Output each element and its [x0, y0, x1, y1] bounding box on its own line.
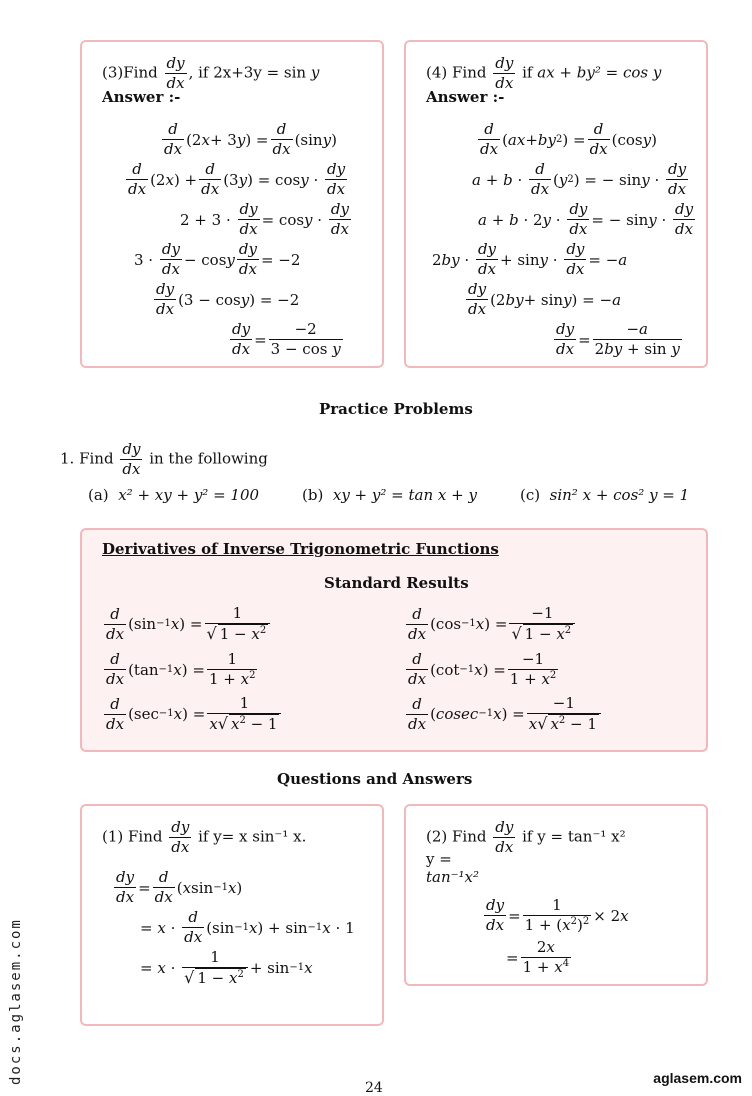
- brand-logo-text[interactable]: aglasem.com: [653, 1070, 742, 1086]
- example-4-box: [404, 40, 708, 368]
- practice-heading: Practice Problems: [319, 400, 473, 418]
- example-4-prompt: (4) Find $\frac{dy}{dx}$ if ax + by² = cos y: [426, 54, 662, 92]
- example-3-step-5: $\frac{dy}{dx}$ (3 − cos y ) = −2: [156, 280, 300, 318]
- page-number: 24: [365, 1080, 383, 1096]
- qa-1-box: [80, 804, 384, 1026]
- qa-2-step-1: $\frac{dy}{dx}$ = $\frac{1}{1 + (x^2)^2}$ × 2 x: [486, 896, 629, 934]
- qa-1-step-1: $\frac{dy}{dx}$ = $\frac{d}{dx}$ ( x sin −1 x ): [116, 868, 243, 906]
- qa-heading: Questions and Answers: [277, 770, 473, 788]
- example-3-step-3: 2 + 3 · $\frac{dy}{dx}$ = cos y · $\frac{dy}{dx}$: [180, 200, 349, 238]
- example-3-step-4: 3 · $\frac{dy}{dx}$ − cos y $\frac{dy}{dx}$ = −2: [134, 240, 301, 278]
- formula-arcsec: $\frac{d}{dx}$ (sec −1 x ) = $\frac{1}{x√ x^2 - 1}$: [102, 694, 283, 734]
- example-4-result: $\frac{dy}{dx}$ = $\frac{-a}{\text{2by + sin y}}$: [556, 320, 680, 358]
- qa-2-box: [404, 804, 708, 986]
- example-4-step-4: 2 by · $\frac{dy}{dx}$ + sin y · $\frac{dy}{dx}$ = − a: [432, 240, 628, 278]
- watermark: docs.aglasem.com: [8, 918, 24, 1085]
- formula-arccosec: $\frac{d}{dx}$ ( cosec −1 x ) = $\frac{-1}{x√ x^2 - 1}$: [404, 694, 603, 734]
- qa-1-step-3: = x · $\frac{1}{√ 1 - x^2}$ + sin −1 x: [140, 948, 313, 987]
- example-3-prompt: (3)Find $\frac{dy}{dx}$ , if 2x+3y = sin y: [102, 54, 320, 92]
- example-4-step-5: $\frac{dy}{dx}$ (2 by + sin y ) = − a: [468, 280, 622, 318]
- example-4-step-3: a + b · 2 y · $\frac{dy}{dx}$ = − sin y · $\frac{dy}{dx}$: [478, 200, 694, 238]
- example-3-step-1: $\frac{d}{dx}$ (2 x + 3 y ) = $\frac{d}{dx}$ (sin y ): [164, 120, 337, 158]
- example-3-result: $\frac{dy}{dx}$ = $\frac{-2}{\text{3 − cos y}}$: [232, 320, 341, 358]
- example-3-box: [80, 40, 384, 368]
- qa-2-line-2: y =: [426, 850, 452, 868]
- qa-2-prompt: (2) Find $\frac{dy}{dx}$ if y = tan⁻¹ x²: [426, 818, 626, 856]
- formula-arcsin: $\frac{d}{dx}$ (sin −1 x ) = $\frac{1}{√ 1 - x^2}$: [102, 604, 272, 644]
- qa-1-step-2: = x · $\frac{d}{dx}$ (sin −1 x ) + sin −1 x · 1: [140, 908, 355, 946]
- formula-arctan: $\frac{d}{dx}$ (tan −1 x ) = $\frac{1}{1 + x^2}$: [106, 650, 256, 688]
- formula-arccot: $\frac{d}{dx}$ (cot −1 x ) = $\frac{-1}{1 + x^2}$: [408, 650, 557, 688]
- practice-part-a: (a) x² + xy + y² = 100: [88, 486, 260, 504]
- qa-1-prompt: (1) Find $\frac{dy}{dx}$ if y= x sin⁻¹ x.: [102, 818, 307, 856]
- example-4-answer-label: Answer :-: [426, 88, 505, 106]
- inverse-trig-box: [80, 528, 708, 752]
- practice-part-c: (c) sin² x + cos² y = 1: [520, 486, 690, 504]
- example-4-step-2: a + b · $\frac{d}{dx}$ ( y 2 ) = − sin y · $\frac{dy}{dx}$: [472, 160, 687, 198]
- practice-item-1: 1. Find $\frac{dy}{dx}$ in the following: [60, 440, 268, 478]
- practice-part-b: (b) xy + y² = tan x + y: [302, 486, 477, 504]
- inverse-trig-title: Derivatives of Inverse Trigonometric Functions: [102, 540, 499, 558]
- example-4-step-1: $\frac{d}{dx}$ ( ax + by 2 ) = $\frac{d}{dx}$ (cos y ): [480, 120, 657, 158]
- formula-arccos: $\frac{d}{dx}$ (cos −1 x ) = $\frac{-1}{√ 1 - x^2}$: [404, 604, 577, 644]
- qa-2-line-3: tan⁻¹x²: [426, 868, 480, 886]
- example-3-answer-label: Answer :-: [102, 88, 181, 106]
- inverse-trig-subtitle: Standard Results: [324, 574, 469, 592]
- qa-2-step-2: = $\frac{2x}{1 + x^4}$: [506, 938, 570, 976]
- example-3-step-2: $\frac{d}{dx}$ (2 x ) + $\frac{d}{dx}$ (3 y ) = cos y · $\frac{dy}{dx}$: [128, 160, 346, 198]
